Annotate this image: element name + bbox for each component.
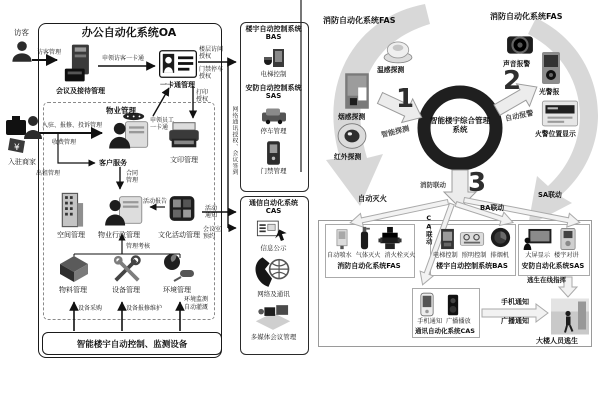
- material-mgmt-icon: [58, 254, 90, 284]
- ca-linkage-label: CA联动: [424, 214, 433, 245]
- network-comm-label: 网络及通讯: [257, 290, 290, 298]
- broadcast-speaker-icon: [447, 293, 459, 317]
- phone-notice-label: 手机通知: [501, 298, 529, 306]
- parking-mgmt-label: 停车管理: [260, 127, 287, 135]
- network-auth-vertical-label: 网络通讯授权、会议签到: [230, 106, 237, 176]
- temp-detector-icon: [383, 38, 413, 64]
- fire-linkage-label: 消防联动: [420, 181, 446, 189]
- smoke-detector-icon: [344, 72, 370, 110]
- property-mgmt-person-icon: [108, 112, 150, 150]
- apply-visitor-card-label: 申领访客一卡通: [102, 55, 145, 62]
- activity-report-label: 活动报告: [143, 198, 168, 205]
- equipment-purchase-label: 设备采购: [78, 305, 103, 312]
- infrared-detect-label: 红外探测: [334, 153, 362, 161]
- sas-box-title: 安防自动化系统SAS: [521, 262, 585, 270]
- contract-mgmt-label: 合同管理: [126, 170, 139, 185]
- onecard-mgmt-label: 一卡通管理: [160, 81, 195, 89]
- infrared-detector-icon: [337, 122, 367, 150]
- space-mgmt-building-icon: [58, 192, 86, 228]
- auto-alarm-label: 自动报警: [504, 108, 535, 123]
- fire-location-panel-icon: [541, 100, 579, 127]
- visitor-person-icon: [10, 38, 34, 64]
- step2-number: 2: [503, 66, 522, 96]
- hydrant-valve-icon: [378, 226, 402, 251]
- cas-box-title: 通讯自动化系统CAS: [415, 327, 475, 335]
- space-mgmt-label: 空间管理: [57, 231, 85, 239]
- light-alarm-label: 光警报: [539, 88, 560, 96]
- elevator-ctrl-icon: [440, 228, 455, 250]
- property-box-title: 物业管理: [106, 106, 136, 115]
- gas-extinguish-label: 气体灭火: [355, 252, 381, 259]
- auto-extinguish-label: 自动灭火: [358, 194, 387, 203]
- meeting-room-booking-label: 会议室预约: [203, 226, 222, 241]
- elevator-control-icon: [262, 48, 286, 68]
- info-publicity-label: 信息公示: [260, 244, 287, 252]
- bas-box-items: [432, 252, 512, 259]
- fas-right-title: 消防自动化系统FAS: [490, 12, 563, 21]
- building-escape-label: 大楼人员逃生: [536, 337, 578, 345]
- elevator-control-label: 电梯控制: [260, 70, 287, 78]
- big-screen-person-icon: [523, 228, 553, 251]
- step3-number: 3: [468, 168, 487, 198]
- elevator-ctrl-label: 电梯控制: [433, 252, 458, 259]
- hydrant-extinguish-label: 消火栓灭火: [384, 252, 416, 259]
- fas-left-title: 消防自动化系统FAS: [323, 16, 396, 25]
- central-system-label: 智能楼宇综合管理系统: [430, 116, 490, 134]
- property-admin-mgmt-label: 物业行政管理: [98, 231, 140, 239]
- temp-detect-label: 温感探测: [377, 66, 405, 74]
- door-parking-auth-label: 门禁停车授权: [199, 66, 224, 81]
- fas-box-items: [327, 252, 416, 259]
- movein-repair-complaint-label: 入驻、报修、投诉管理: [42, 122, 103, 129]
- door-access-icon: [266, 140, 281, 166]
- bas-column-title: 楼宇自动控制系统BAS: [245, 25, 302, 42]
- merchant-label: 入驻商家: [8, 158, 36, 166]
- environment-mgmt-label: 环境管理: [163, 286, 191, 294]
- env-monitor-label: 环境监测: [184, 296, 209, 303]
- meeting-reception-server-icon: [62, 42, 96, 84]
- exhaust-fan-icon: [490, 227, 511, 248]
- step1-number: 1: [396, 84, 415, 114]
- sound-alarm-label: 声音报警: [503, 60, 531, 68]
- material-mgmt-label: 物料管理: [59, 286, 87, 294]
- oa-title: 办公自动化系统OA: [81, 26, 177, 39]
- lighting-ctrl-icon: [459, 230, 485, 248]
- gas-extinguisher-icon: [358, 226, 371, 251]
- mobile-phone-icon: [420, 292, 434, 317]
- visitor-mgmt-label: 访客管理: [37, 49, 62, 56]
- sas-column-title: 安防自动控制系统SAS: [245, 84, 302, 101]
- culture-activity-mgmt-label: 文化活动管理: [158, 231, 200, 239]
- intercom-icon: [560, 227, 576, 251]
- apply-employee-card-label: 申领员工一卡通: [150, 117, 175, 132]
- building-control-bar-label: 智能楼宇自动控制、监测设备: [76, 339, 188, 350]
- door-access-mgmt-label: 门禁管理: [260, 167, 287, 175]
- fas-box-title: 消防自动化系统FAS: [337, 262, 401, 270]
- broadcast-notice-label: 广播通知: [501, 317, 529, 325]
- sa-linkage-label: SA联动: [538, 191, 562, 199]
- auto-sprinkler-label: 自动喷水: [327, 252, 352, 259]
- print-doc-mgmt-label: 文印管理: [170, 156, 198, 164]
- exhaust-fan-label: 排烟机: [490, 252, 509, 259]
- fee-mgmt-label: 收费管理: [52, 139, 77, 146]
- cas-column-title: 通信自动化系统CAS: [249, 199, 298, 216]
- escape-photo: [551, 298, 589, 335]
- floor-access-auth-label: 楼层访问授权: [199, 46, 224, 61]
- light-alarm-icon: [540, 50, 562, 86]
- print-auth-label: 打印授权: [196, 89, 209, 104]
- svg-text:¥: ¥: [14, 143, 20, 153]
- auto-irrigation-label: 自动灌溉: [184, 304, 209, 311]
- info-board-icon: [256, 219, 288, 242]
- sound-alarm-speaker-icon: [506, 32, 534, 58]
- cas-box-items: [413, 318, 477, 325]
- meeting-reception-label: 会议及接待管理: [56, 87, 105, 95]
- building-intercom-label: 楼宇对讲: [553, 252, 579, 259]
- equipment-tools-icon: [112, 254, 142, 284]
- multimedia-meeting-icon: [254, 303, 292, 331]
- smart-detect-label: 智能探测: [380, 123, 411, 140]
- smoke-detect-label: 烟感探测: [338, 113, 366, 121]
- merchant-icon: [4, 110, 44, 154]
- culture-activity-app-icon: [168, 195, 196, 222]
- escape-online-cmd-label: 逃生在线指挥: [527, 276, 566, 284]
- broadcast-play-label: 广播播放: [445, 318, 471, 325]
- phone-notify-item-label: 手机通知: [417, 318, 443, 325]
- network-comm-icon: [254, 255, 290, 288]
- sprinkler-icon: [334, 228, 350, 250]
- activity-notice-label: 活动通知: [205, 205, 218, 220]
- mgmt-assessment-label: 管理考核: [126, 243, 151, 250]
- fire-location-label: 火警位置显示: [535, 130, 576, 138]
- sas-box-items: [520, 252, 586, 259]
- big-screen-label: 大屏显示: [525, 252, 551, 259]
- equipment-mgmt-label: 设备管理: [112, 286, 140, 294]
- customer-service-label: 客户服务: [99, 159, 127, 167]
- ba-linkage-label: BA联动: [480, 204, 505, 212]
- admin-person-icon: [104, 192, 144, 228]
- visitor-label: 访客: [14, 28, 29, 37]
- bas-box-title: 楼宇自动控制系统BAS: [436, 262, 508, 270]
- multimedia-meeting-label: 多媒体会议管理: [250, 333, 297, 341]
- equipment-repair-label: 设备报修维护: [126, 305, 163, 312]
- environment-mgmt-icon: [160, 252, 196, 282]
- rental-mgmt-label: 出租管理: [36, 170, 61, 177]
- onecard-id-card-icon: [159, 50, 197, 78]
- parking-mgmt-icon: [261, 106, 287, 125]
- lighting-ctrl-label: 照明控制: [461, 252, 487, 259]
